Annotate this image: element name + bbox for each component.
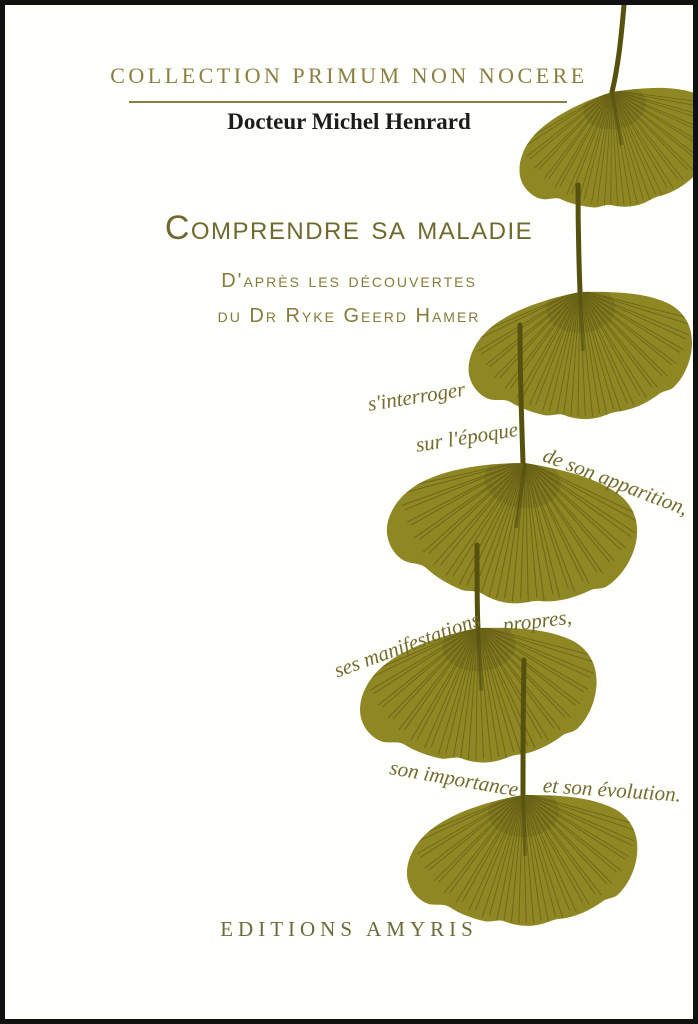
collection-title: COLLECTION PRIMUM NON NOCERE xyxy=(110,63,588,88)
subtitle-line-1: D'après les découvertes xyxy=(221,270,477,292)
leaf-stem-5 xyxy=(523,660,524,795)
publisher-name: EDITIONS AMYRIS xyxy=(220,917,478,941)
phrase-s-interroger: s'interroger xyxy=(366,376,467,416)
phrase-de-son-apparition: de son apparition, xyxy=(539,442,692,521)
leaf-stem-3 xyxy=(520,325,523,463)
ginkgo-leaf-1 xyxy=(507,67,693,224)
phrase-sur-l-epoque: sur l'époque xyxy=(414,417,520,457)
subtitle-line-2: du Dr Ryke Geerd Hamer xyxy=(217,305,481,327)
phrase-et-son-evolution: et son évolution. xyxy=(542,773,682,807)
collection-rule-divider xyxy=(129,101,567,103)
phrase-propres: propres, xyxy=(501,604,573,637)
ginkgo-leaf-3 xyxy=(379,436,648,620)
phrase-son-importance: son importance xyxy=(388,755,521,802)
ginkgo-leaf-2 xyxy=(464,278,693,425)
book-title: Comprendre sa maladie xyxy=(164,209,534,247)
author-name: Docteur Michel Henrard xyxy=(227,109,471,134)
ginkgo-leaf-5 xyxy=(404,783,642,930)
phrase-ses-manifestations: ses manifestations xyxy=(330,607,484,683)
ginkgo-illustration xyxy=(5,5,693,1019)
